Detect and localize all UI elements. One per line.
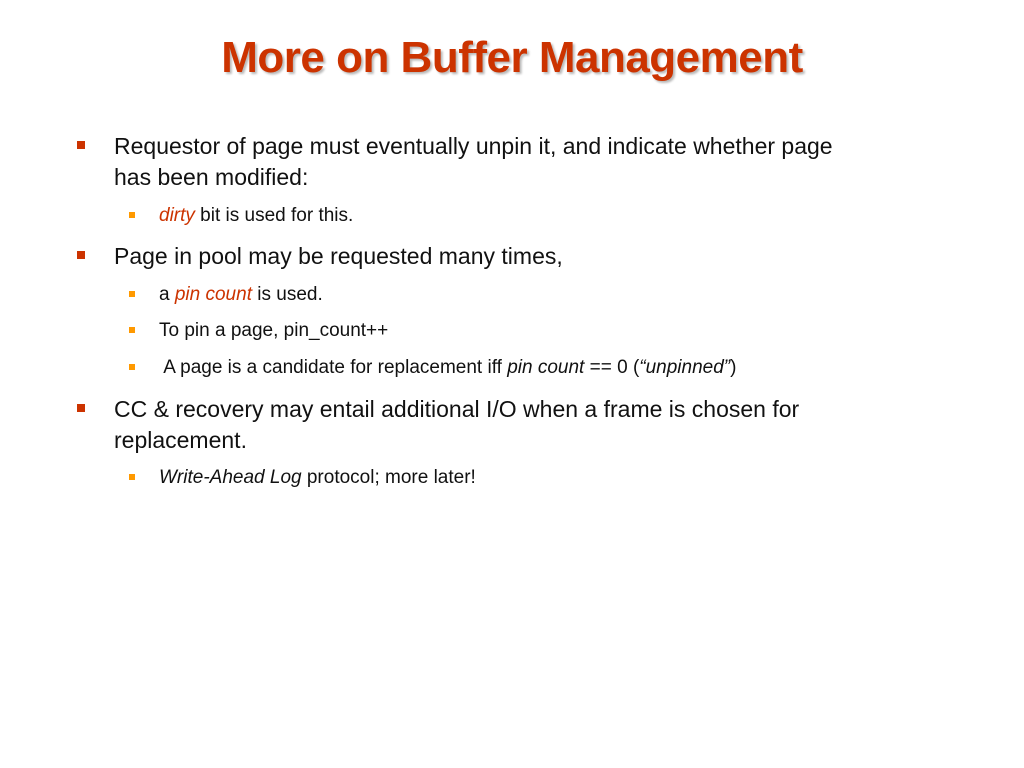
sub-bullet-item [159,283,939,307]
slide-title: More on Buffer Management [221,33,803,82]
bullet-square-icon [77,404,85,412]
term-dirty: dirty [159,205,195,226]
sub-bullet-text: bit is used for this. [194,205,354,226]
bullet-text-line: replacement. [114,427,247,453]
sub-bullet-text: a [159,284,175,305]
term-pin-count: pin count [174,284,252,305]
sub-bullet-square-icon [129,291,135,297]
bullet-text-line: Requestor of page must eventually unpin it, and indicate whether page [114,133,833,159]
bullet-item [114,241,944,272]
sub-bullet-text: ) [730,357,737,378]
sub-bullet-text: == 0 ( [584,357,640,378]
sub-bullet-text: protocol; more later! [301,467,476,488]
sub-bullet-item [159,356,939,380]
sub-bullet-text: A page is a candidate for replacement iff [159,357,508,378]
bullet-item [114,394,944,456]
sub-bullet-square-icon [129,474,135,480]
term-unpinned: “unpinned” [639,357,731,378]
bullet-item [114,131,944,193]
bullet-text-line: has been modified: [114,164,309,190]
sub-bullet-square-icon [129,364,135,370]
sub-bullet-text: is used. [251,284,323,305]
bullet-text-line: CC & recovery may entail additional I/O when a frame is chosen for [114,396,800,422]
term-write-ahead-log: Write-Ahead Log [159,467,302,488]
bullet-square-icon [77,251,85,259]
term-pin-count: pin count [507,357,585,378]
sub-bullet-square-icon [129,327,135,333]
bullet-text-line: Page in pool may be requested many times, [114,243,563,269]
sub-bullet-item [159,466,939,490]
sub-bullet-text: To pin a page, pin_count++ [159,320,389,341]
sub-bullet-item [159,204,939,228]
bullet-square-icon [77,141,85,149]
sub-bullet-item [159,319,939,343]
sub-bullet-square-icon [129,212,135,218]
